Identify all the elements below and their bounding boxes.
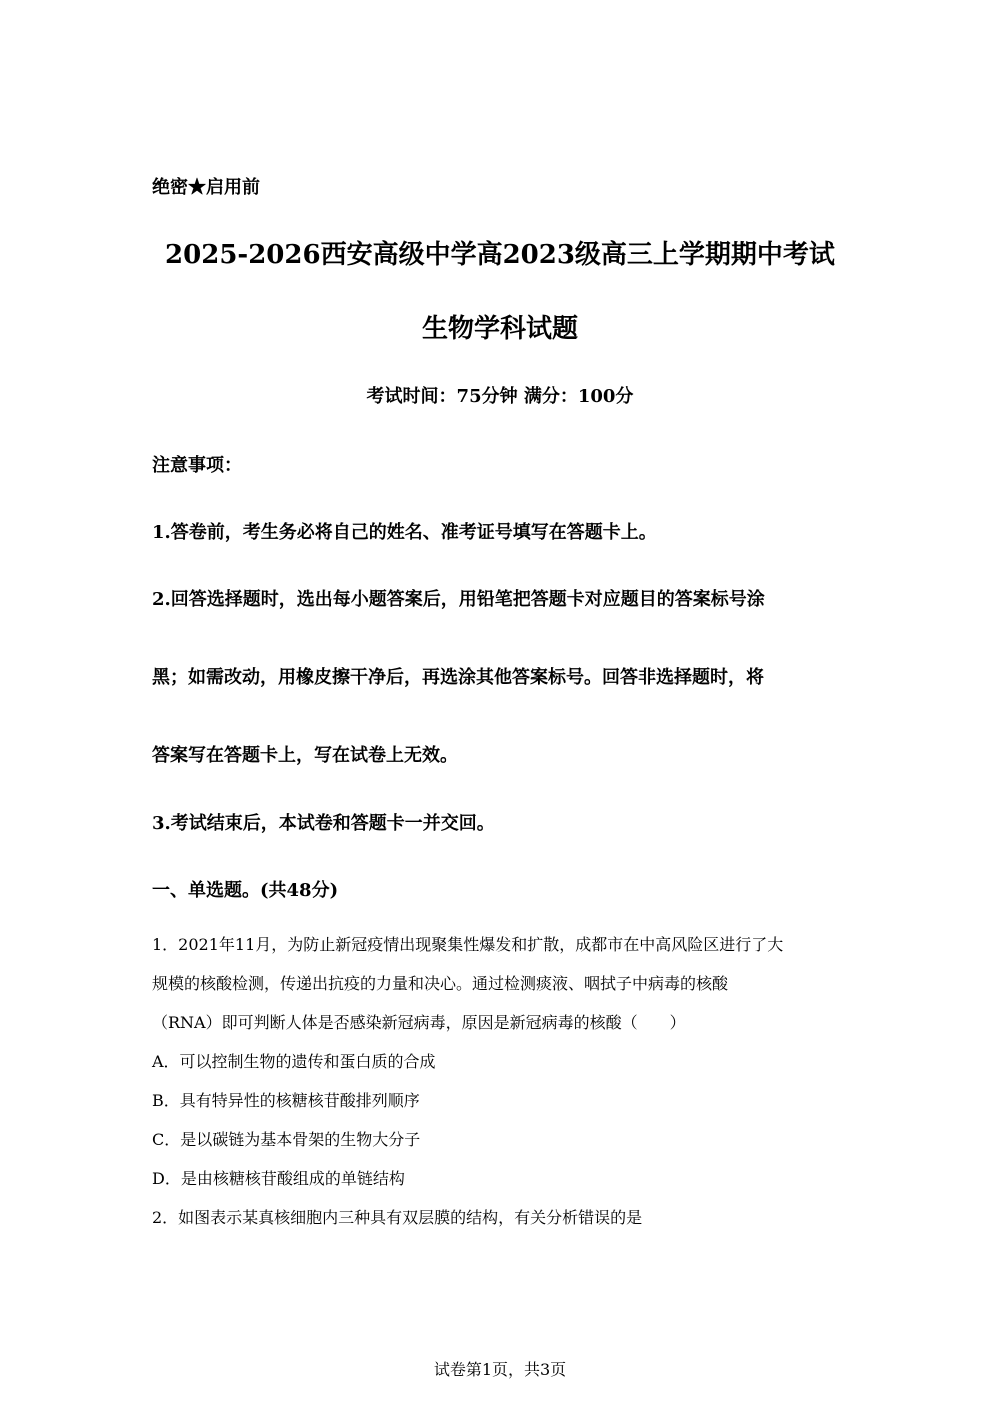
exam-time-score: 考试时间：75分钟 满分：100分: [366, 386, 634, 407]
page-footer: 试卷第1页，共3页: [433, 1360, 567, 1379]
note-item-continued: 黑；如需改动，用橡皮擦干净后，再选涂其他答案标号。回答非选择题时，将: [152, 667, 764, 688]
subject-title: 生物学科试题: [421, 314, 578, 344]
confidential-label: 绝密★启用前: [152, 177, 260, 198]
note-item: 1.答卷前，考生务必将自己的姓名、准考证号填写在答题卡上。: [152, 522, 657, 543]
notes-heading: 注意事项：: [152, 455, 242, 476]
question-2-stem: 2．如图表示某真核细胞内三种具有双层膜的结构，有关分析错误的是: [152, 1208, 643, 1227]
note-item: 3.考试结束后，本试卷和答题卡一并交回。: [152, 813, 495, 834]
question-1-stem: （RNA）即可判断人体是否感染新冠病毒，原因是新冠病毒的核酸（ ）: [152, 1013, 686, 1032]
note-item-continued: 答案写在答题卡上，写在试卷上无效。: [152, 745, 458, 766]
section-heading: 一、单选题。(共48分): [152, 880, 339, 901]
question-1-option-c: C．是以碳链为基本骨架的生物大分子: [152, 1130, 421, 1149]
note-item: 2.回答选择题时，选出每小题答案后，用铅笔把答题卡对应题目的答案标号涂: [152, 589, 765, 610]
question-1-option-d: D．是由核糖核苷酸组成的单链结构: [152, 1169, 405, 1188]
question-1-option-b: B．具有特异性的核糖核苷酸排列顺序: [152, 1091, 420, 1110]
question-1-stem: 1．2021年11月，为防止新冠疫情出现聚集性爆发和扩散，成都市在中高风险区进行了大: [152, 935, 784, 954]
question-1-stem: 规模的核酸检测，传递出抗疫的力量和决心。通过检测痰液、咽拭子中病毒的核酸: [152, 974, 729, 993]
exam-title: 2025-2026西安高级中学高2023级高三上学期期中考试: [165, 240, 835, 270]
question-1-option-a: A．可以控制生物的遗传和蛋白质的合成: [152, 1052, 436, 1071]
